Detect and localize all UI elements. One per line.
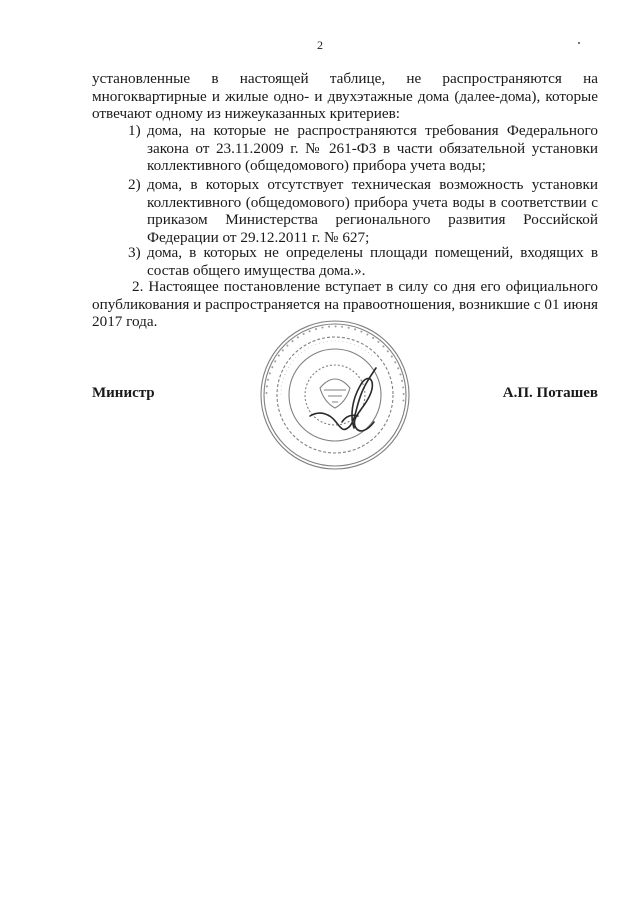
- criteria-item-3: [130, 244, 598, 279]
- criteria-number: 1): [128, 122, 141, 139]
- page-number: 2: [317, 38, 323, 52]
- svg-text:• • • • • • • • • • • • • • •: • • • • • • • • • • • • • • • • • • • • • • • • • • • • • • • • • •: [262, 322, 408, 403]
- criteria-item-1: [130, 122, 598, 175]
- criteria-item-2: [130, 176, 598, 246]
- paragraph-effective-date: 2. Настоящее постановление вступает в силу со дня его официального опубликования и распространяется на правоотношения, возникшие с 01 июня 2017 года.: [92, 278, 598, 330]
- criteria-number: 3): [128, 244, 141, 261]
- svg-text:· · · · · · · · · · · · · · ·: · · · · · · · · · · · · · · · · · · · · · · · · · · · · · · · ·: [277, 337, 375, 396]
- signatory-name: А.П. Поташев: [502, 385, 598, 401]
- paragraph-criteria-intro: установленные в настоящей таблице, не распространяются на многоквартирные и жилые одно- и двухэтажные дома (далее-дома), которые отвечают одному из нижеуказанных критериев:: [92, 70, 598, 122]
- criteria-text: дома, в которых не определены площади помещений, входящих в состав общего имущества дома.».: [147, 244, 598, 279]
- criteria-text: дома, в которых отсутствует техническая возможность установки коллективного (общедомового) прибора учета воды в соответствии с приказом Министерства регионального развития Российской Федерации от 29.12.2011 г. № 627;: [147, 176, 598, 246]
- signatory-title: Министр: [92, 385, 155, 401]
- criteria-text: дома, на которые не распространяются требования Федерального закона от 23.11.2009 г. № 261-ФЗ в части обязательной установки коллективного (общедомового) прибора учета воды;: [147, 122, 598, 174]
- official-seal-icon: [258, 318, 412, 472]
- criteria-number: 2): [128, 176, 141, 193]
- scan-speck: [578, 42, 580, 44]
